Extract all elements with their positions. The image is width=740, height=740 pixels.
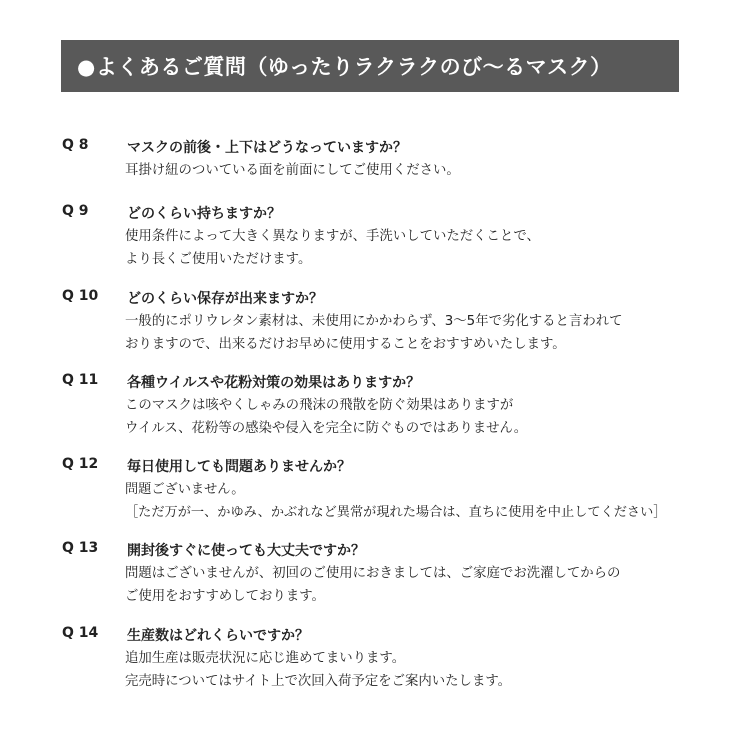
title-banner: [61, 40, 679, 92]
question-text: マスクの前後・上下はどうなっていますか？: [127, 140, 407, 156]
answer-line: 問題はございませんが、初回のご使用におきましては、ご家庭でお洗濯してからの: [125, 566, 621, 581]
answer-text: [125, 159, 460, 182]
answer-line: 一般的にポリウレタン素材は、未使用にかかわらず、3〜5年で劣化すると言われて: [125, 314, 623, 329]
answer-line: 耳掛け紐のついている面を前面にしてご使用ください。: [125, 163, 460, 178]
question-number: Q 14: [62, 625, 99, 641]
answer-text: [125, 478, 666, 524]
answer-line: 追加生産は販売状況に応じ進めてまいります。: [125, 651, 406, 666]
answer-text: [125, 394, 527, 440]
question-text: どのくらい持ちますか？: [127, 206, 281, 222]
question-number: Q 13: [62, 540, 99, 556]
question-text: 各種ウイルスや花粉対策の効果はありますか？: [127, 375, 421, 391]
answer-line: 使用条件によって大きく異なりますが、手洗いしていただくことで、: [125, 229, 540, 244]
answer-line: ［ただ万が一、かゆみ、かぶれなど異常が現れた場合は、直ちに使用を中止してください］: [125, 505, 667, 520]
question-text: 生産数はどれくらいですか？: [127, 628, 309, 644]
answer-line: おりますので、出来るだけお早めに使用することをおすすめいたします。: [125, 337, 566, 352]
question-text: 毎日使用しても問題ありませんか？: [127, 459, 351, 475]
answer-line: より長くご使用いただけます。: [125, 252, 312, 267]
answer-text: [125, 562, 620, 608]
answer-line: ウイルス、花粉等の感染や侵入を完全に防ぐものではありません。: [125, 421, 528, 436]
page-title: ●よくあるご質問（ゆったりラクラクのび〜るマスク）: [77, 55, 612, 79]
answer-text: [125, 225, 540, 271]
answer-line: ご使用をおすすめしております。: [125, 589, 325, 604]
question-number: Q 10: [62, 288, 99, 304]
question-text: どのくらい保存が出来ますか？: [127, 291, 323, 307]
answer-text: [125, 310, 623, 356]
question-number: Q 11: [62, 372, 99, 388]
answer-line: 問題ございません。: [125, 482, 245, 497]
answer-text: [125, 647, 511, 693]
question-number: Q 12: [62, 456, 99, 472]
question-text: 開封後すぐに使っても大丈夫ですか？: [127, 543, 365, 559]
answer-line: このマスクは咳やくしゃみの飛沫の飛散を防ぐ効果はありますが: [125, 398, 514, 413]
question-number: Q 9: [62, 203, 89, 219]
answer-line: 完売時についてはサイト上で次回入荷予定をご案内いたします。: [125, 674, 512, 689]
question-number: Q 8: [62, 137, 89, 153]
